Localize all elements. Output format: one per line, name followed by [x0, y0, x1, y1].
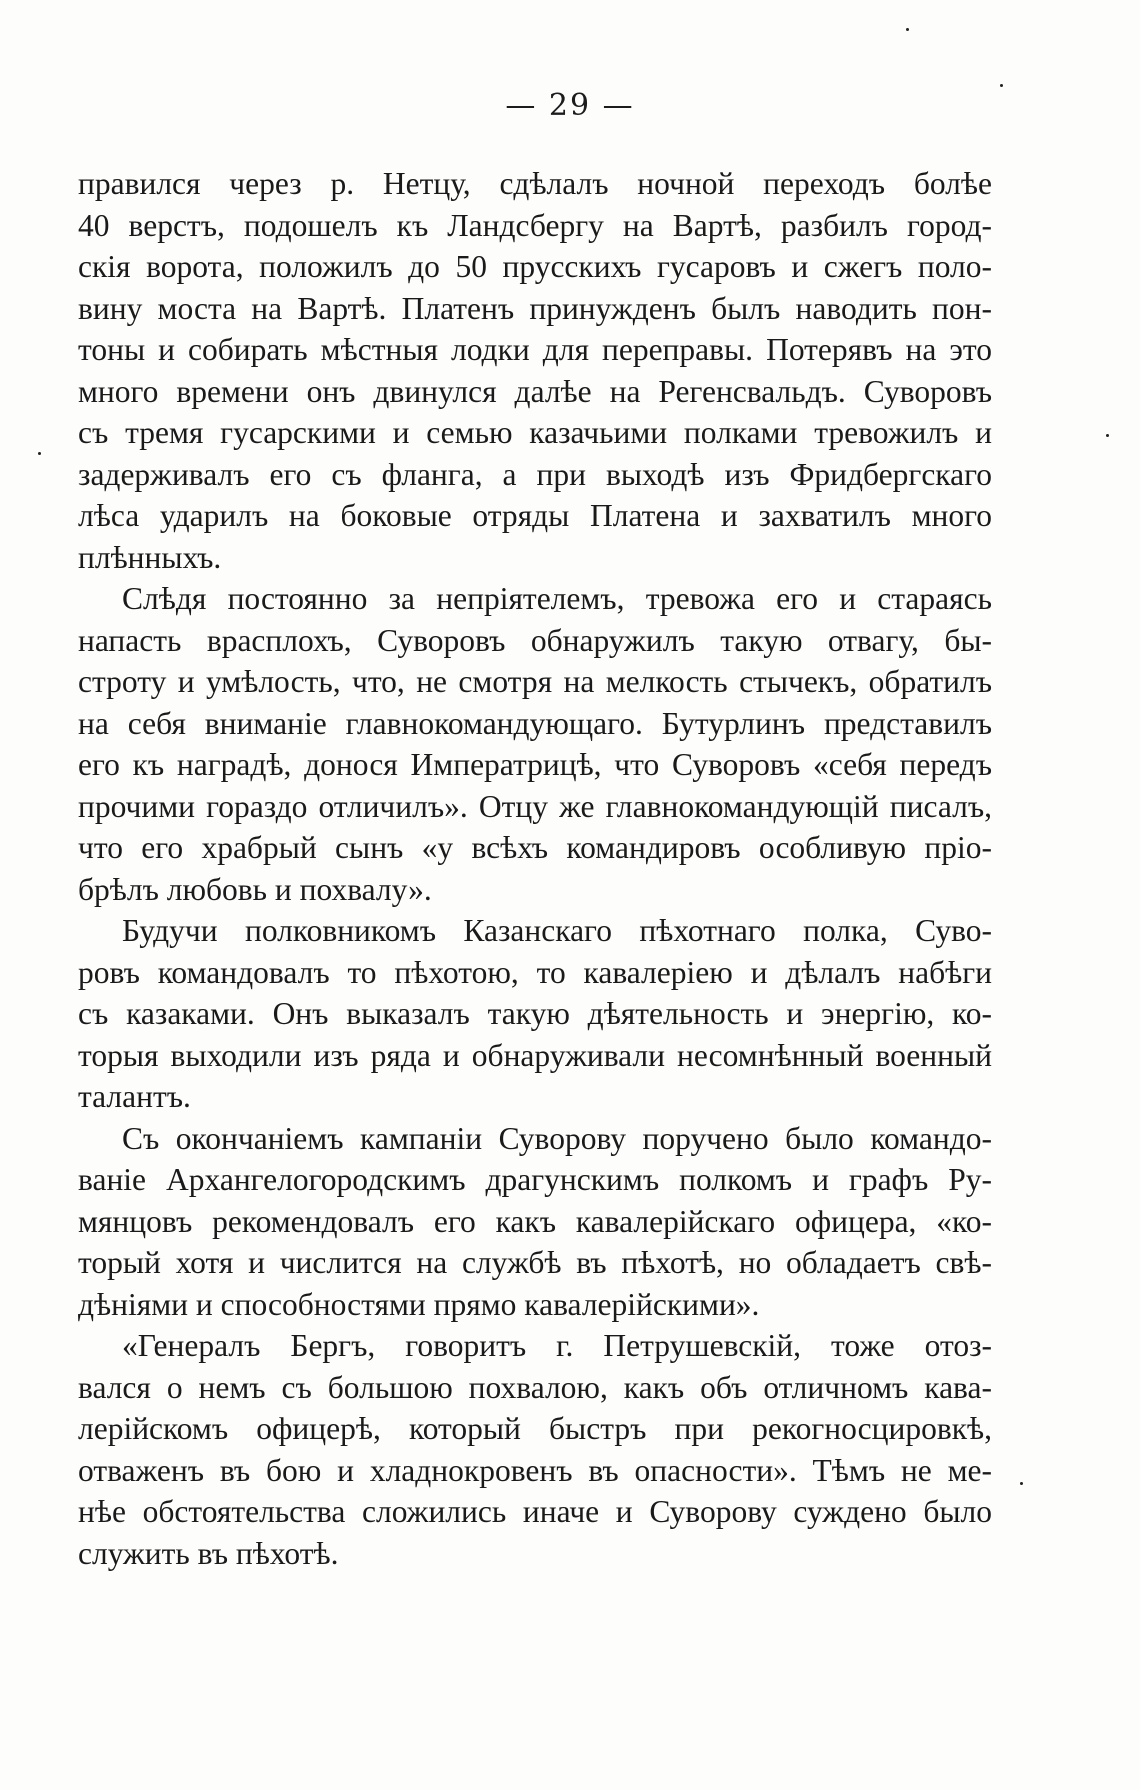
text-line: отваженъ въ бою и хладнокровенъ въ опасности». Тѣмъ не ме- — [78, 1452, 992, 1488]
text-line: торый хотя и числится на службѣ въ пѣхотѣ, но обладаетъ свѣ- — [78, 1245, 992, 1280]
text-line: талантъ. — [78, 1079, 191, 1114]
text-line: лѣса ударилъ на боковые отряды Платена и захватилъ много — [78, 498, 992, 533]
text-line: съ тремя гусарскими и семью казачьими полками тревожилъ и — [78, 415, 992, 450]
text-line: Слѣдя постоянно за непріятелемъ, тревожа его и стараясь — [122, 581, 992, 616]
text-line: строту и умѣлость, что, не смотря на мелкость стычекъ, обратилъ — [78, 664, 992, 699]
text-line: вину моста на Вартѣ. Платенъ принужденъ былъ наводить пон- — [78, 290, 992, 326]
text-line: съ казаками. Онъ выказалъ такую дѣятельность и энергію, ко- — [78, 996, 992, 1031]
text-line: его къ наградѣ, донося Императрицѣ, что Суворовъ «себя передъ — [78, 747, 992, 782]
scan-speck — [906, 28, 909, 31]
text-line: мянцовъ рекомендовалъ его какъ кавалерійскаго офицера, «ко- — [78, 1203, 992, 1239]
text-line: 40 верстъ, подошелъ къ Ландсбергу на Вартѣ, разбилъ город- — [78, 207, 992, 243]
text-line: задерживалъ его съ фланга, а при выходѣ изъ Фридбергскаго — [78, 456, 992, 492]
text-line: «Генералъ Бергъ, говоритъ г. Петрушевскій, тоже отоз- — [122, 1328, 992, 1363]
text-line: скія ворота, положилъ до 50 прусскихъ гусаровъ и сжегъ поло- — [78, 249, 992, 284]
paragraph-3 — [78, 910, 992, 1118]
scan-speck — [38, 452, 41, 455]
scan-speck — [1106, 434, 1109, 437]
paragraph-1 — [78, 163, 992, 578]
scan-speck — [1020, 1482, 1023, 1485]
scan-speck — [1000, 84, 1003, 87]
text-line: что его храбрый сынъ «у всѣхъ командировъ особливую пріо- — [78, 830, 992, 865]
text-line: ваніе Архангелогородскимъ драгунскимъ полкомъ и графъ Ру- — [78, 1162, 992, 1197]
text-line: на себя вниманіе главнокомандующаго. Бутурлинъ представилъ — [78, 705, 992, 741]
text-line: лерійскомъ офицерѣ, который быстръ при рекогносцировкѣ, — [78, 1411, 992, 1446]
text-line: много времени онъ двинулся далѣе на Регенсвальдъ. Суворовъ — [78, 373, 992, 409]
text-line: Съ окончаніемъ кампаніи Суворову поручено было командо- — [122, 1120, 992, 1156]
text-line: вался о немъ съ большою похвалою, какъ объ отличномъ кава- — [78, 1369, 992, 1405]
text-line: правился через р. Нетцу, сдѣлалъ ночной переходъ болѣе — [78, 166, 992, 201]
text-line: дѣніями и способностями прямо кавалерійскими». — [78, 1286, 760, 1322]
paragraph-5 — [78, 1325, 992, 1574]
text-line: плѣнныхъ. — [78, 539, 222, 575]
text-line: брѣлъ любовь и похвалу». — [78, 871, 432, 907]
text-line: Будучи полковникомъ Казанскаго пѣхотнаго полка, Суво- — [122, 913, 992, 948]
text-line: прочими гораздо отличилъ». Отцу же главнокомандующій писалъ, — [78, 788, 992, 824]
page-number: — 29 — — [505, 88, 635, 123]
text-line: напасть врасплохъ, Суворовъ обнаружилъ такую отвагу, бы- — [78, 622, 992, 658]
text-line: нѣе обстоятельства сложились иначе и Суворову суждено было — [78, 1494, 992, 1529]
paragraph-4 — [78, 1118, 992, 1326]
text-line: ровъ командовалъ то пѣхотою, то кавалеріею и дѣлалъ набѣги — [78, 954, 992, 990]
text-line: торыя выходили изъ ряда и обнаруживали несомнѣнный военный — [78, 1037, 992, 1073]
body-text — [78, 163, 992, 1574]
text-line: тоны и собирать мѣстныя лодки для переправы. Потерявъ на это — [78, 332, 992, 367]
text-line: служить въ пѣхотѣ. — [78, 1535, 339, 1571]
paragraph-2 — [78, 578, 992, 910]
